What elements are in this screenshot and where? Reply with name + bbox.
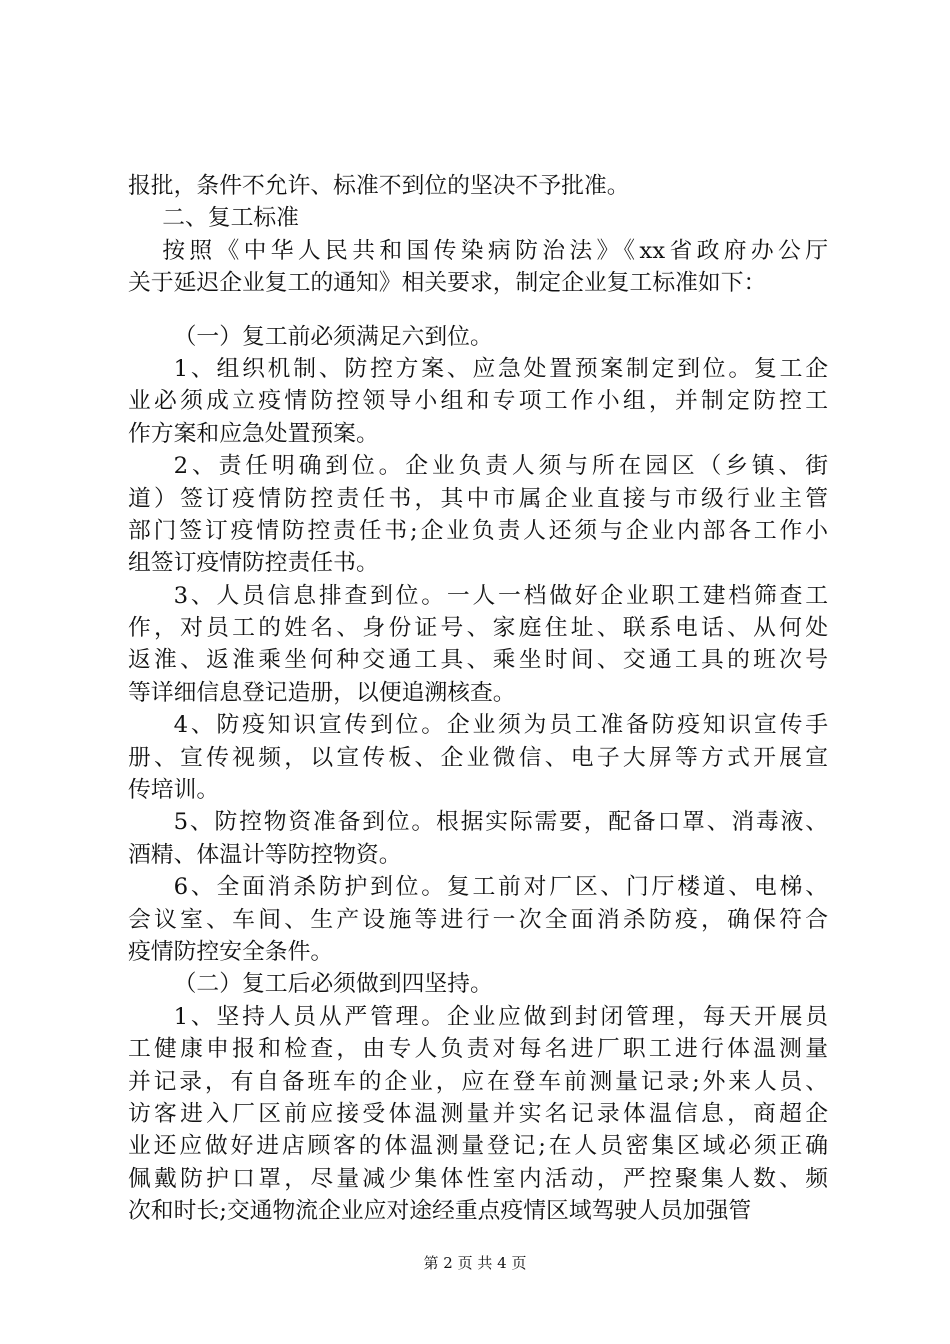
paragraph (128, 202, 828, 234)
text-line: 5、防控物资准备到位。根据实际需要，配备口罩、消毒液、 (173, 809, 828, 836)
paragraph (128, 1001, 828, 1228)
text-line: （二）复工后必须做到四坚持。 (173, 971, 493, 998)
paragraph (128, 709, 828, 806)
paragraph (128, 580, 828, 710)
text-line: 道）签订疫情防控责任书，其中市属企业直接与市级行业主管 (128, 485, 828, 512)
text-line: 作，对员工的姓名、身份证号、家庭住址、联系电话、从何处 (128, 615, 828, 642)
paragraph (128, 806, 828, 871)
text-line: 酒精、体温计等防控物资。 (128, 841, 402, 868)
text-line: 册、宣传视频，以宣传板、企业微信、电子大屏等方式开展宣 (128, 744, 828, 771)
text-line: （一）复工前必须满足六到位。 (173, 323, 493, 350)
text-line: 等详细信息登记造册，以便追溯核查。 (128, 679, 516, 706)
text-line: 并记录，有自备班车的企业，应在登车前测量记录;外来人员、 (128, 1068, 828, 1095)
text-line: 按照《中华人民共和国传染病防治法》《xx省政府办公厅 (162, 237, 828, 264)
text-line: 返淮、返淮乘坐何种交通工具、乘坐时间、交通工具的班次号 (128, 647, 828, 674)
text-line: 作方案和应急处置预案。 (128, 420, 379, 447)
text-line: 会议室、车间、生产设施等进行一次全面消杀防疫，确保符合 (128, 906, 828, 933)
paragraph (128, 235, 828, 300)
paragraph (128, 170, 828, 202)
text-line: 3、人员信息排查到位。一人一档做好企业职工建档筛查工 (173, 582, 828, 609)
page-footer: 第 2 页 共 4 页 (423, 1254, 527, 1272)
paragraph (128, 321, 828, 353)
text-line: 工健康申报和检查，由专人负责对每名进厂职工进行体温测量 (128, 1036, 828, 1063)
paragraph-gap (128, 300, 828, 321)
text-line: 1、组织机制、防控方案、应急处置预案制定到位。复工企 (173, 355, 828, 382)
text-line: 组签订疫情防控责任书。 (128, 550, 379, 577)
text-line: 4、防疫知识宣传到位。企业须为员工准备防疫知识宣传手 (173, 712, 828, 739)
text-line: 2、责任明确到位。企业负责人须与所在园区（乡镇、街 (173, 453, 828, 480)
document-body (128, 170, 828, 1228)
text-line: 访客进入厂区前应接受体温测量并实名记录体温信息，商超企 (128, 1100, 828, 1127)
text-line: 传培训。 (128, 777, 220, 804)
paragraph (128, 353, 828, 450)
text-line: 报批，条件不允许、标准不到位的坚决不予批准。 (128, 173, 630, 199)
text-line: 佩戴防护口罩，尽量减少集体性室内活动，严控聚集人数、频 (128, 1165, 828, 1192)
paragraph (128, 871, 828, 968)
paragraph (128, 968, 828, 1000)
text-line: 疫情防控安全条件。 (128, 938, 334, 965)
text-line: 1、坚持人员从严管理。企业应做到封闭管理，每天开展员 (173, 1003, 828, 1030)
text-line: 关于延迟企业复工的通知》相关要求，制定企业复工标准如下： (128, 270, 767, 297)
text-line: 业还应做好进店顾客的体温测量登记;在人员密集区域必须正确 (128, 1133, 828, 1160)
paragraph (128, 450, 828, 580)
text-line: 二、复工标准 (162, 205, 299, 232)
text-line: 次和时长;交通物流企业应对途经重点疫情区域驾驶人员加强管 (128, 1198, 752, 1225)
text-line: 部门签订疫情防控责任书;企业负责人还须与企业内部各工作小 (128, 517, 828, 544)
text-line: 6、全面消杀防护到位。复工前对厂区、门厅楼道、电梯、 (173, 874, 828, 901)
text-line: 业必须成立疫情防控领导小组和专项工作小组，并制定防控工 (128, 388, 828, 415)
